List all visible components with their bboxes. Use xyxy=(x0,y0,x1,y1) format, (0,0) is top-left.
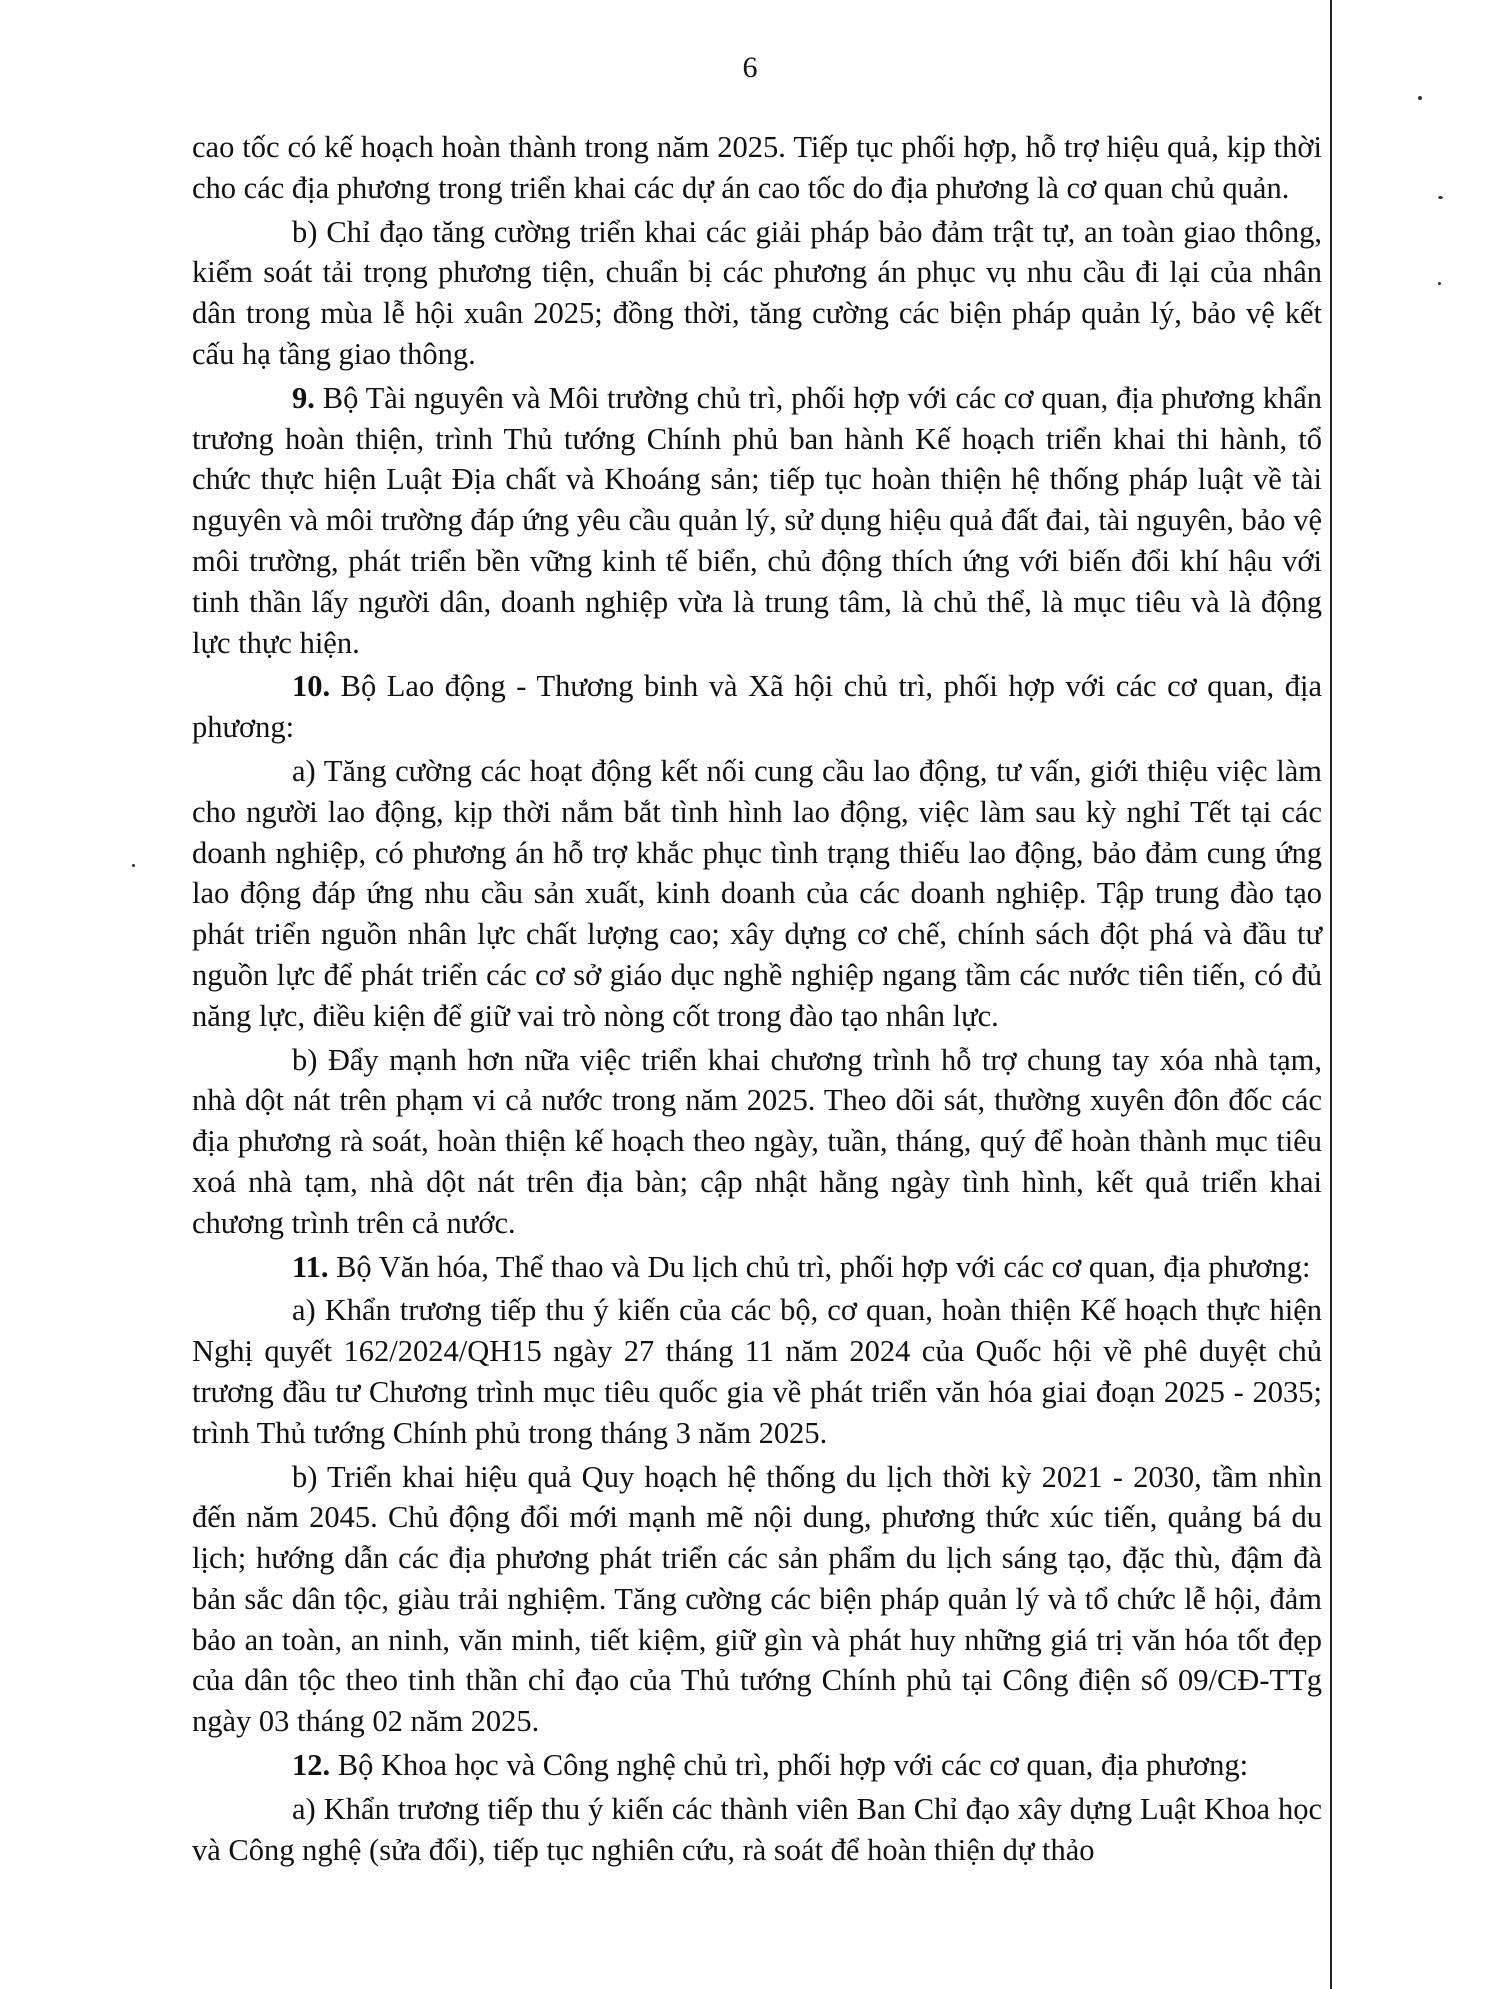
scan-speck xyxy=(1438,196,1443,199)
paragraph-text: b) Đẩy mạnh hơn nữa việc triển khai chương trình hỗ trợ chung tay xóa nhà tạm, nhà dột nát trên phạm vi cả nước trong năm 2025. Theo dõi sát, thường xuyên đôn đốc các địa phương rà soát, hoàn thiện kế hoạch theo ngày, tuần, tháng, quý để hoàn thành mục tiêu xoá nhà tạm, nhà dột nát trên địa bàn; cập nhật hằng ngày tình hình, kết quả triển khai chương trình trên cả nước. xyxy=(192,1042,1322,1240)
paragraph xyxy=(192,1745,1322,1786)
paragraph xyxy=(192,1457,1322,1743)
paragraph-text: cao tốc có kế hoạch hoàn thành trong năm 2025. Tiếp tục phối hợp, hỗ trợ hiệu quả, kịp thời cho các địa phương trong triển khai các dự án cao tốc do địa phương là cơ quan chủ quản. xyxy=(192,130,1322,205)
paragraph-text: b) Triển khai hiệu quả Quy hoạch hệ thống du lịch thời kỳ 2021 - 2030, tầm nhìn đến năm 2045. Chủ động đổi mới mạnh mẽ nội dung, phương thức xúc tiến, quảng bá du lịch; hướng dẫn các địa phương phát triển các sản phẩm du lịch sáng tạo, đặc thù, đậm đà bản sắc dân tộc, giàu trải nghiệm. Tăng cường các biện pháp quản lý và tổ chức lễ hội, đảm bảo an toàn, an ninh, văn minh, tiết kiệm, giữ gìn và phát huy những giá trị văn hóa tốt đẹp của dân tộc theo tinh thần chỉ đạo của Thủ tướng Chính phủ tại Công điện số 09/CĐ-TTg ngày 03 tháng 02 năm 2025. xyxy=(192,1459,1322,1739)
paragraph-text: a) Tăng cường các hoạt động kết nối cung cầu lao động, tư vấn, giới thiệu việc làm cho người lao động, kịp thời nắm bắt tình hình lao động, việc làm sau kỳ nghỉ Tết tại các doanh nghiệp, có phương án hỗ trợ khắc phục tình trạng thiếu lao động, bảo đảm cung ứng lao động đáp ứng nhu cầu sản xuất, kinh doanh của các doanh nghiệp. Tập trung đào tạo phát triển nguồn nhân lực chất lượng cao; xây dựng cơ chế, chính sách đột phá và đầu tư nguồn lực để phát triển các cơ sở giáo dục nghề nghiệp ngang tầm các nước tiên tiến, có đủ năng lực, điều kiện để giữ vai trò nòng cốt trong đào tạo nhân lực. xyxy=(192,753,1322,1033)
paragraph-text: a) Khẩn trương tiếp thu ý kiến các thành viên Ban Chỉ đạo xây dựng Luật Khoa học và Công nghệ (sửa đổi), tiếp tục nghiên cứu, rà soát để hoàn thiện dự thảo xyxy=(192,1791,1322,1867)
paragraph xyxy=(192,1040,1322,1244)
scan-speck xyxy=(1418,96,1422,100)
section-number: 11. xyxy=(292,1249,329,1284)
paragraph xyxy=(192,212,1322,375)
paragraph-text: Bộ Khoa học và Công nghệ chủ trì, phối hợp với các cơ quan, địa phương: xyxy=(330,1748,1249,1783)
paragraph xyxy=(192,127,1322,209)
scan-speck xyxy=(1438,282,1441,285)
scan-margin-line xyxy=(1330,0,1332,1989)
section-number: 9. xyxy=(292,380,315,415)
section-number: 12. xyxy=(292,1748,331,1783)
paragraph xyxy=(192,378,1322,664)
paragraph-text: Bộ Tài nguyên và Môi trường chủ trì, phối hợp với các cơ quan, địa phương khẩn trương hoàn thiện, trình Thủ tướng Chính phủ ban hành Kế hoạch triển khai thi hành, tổ chức thực hiện Luật Địa chất và Khoáng sản; tiếp tục hoàn thiện hệ thống pháp luật về tài nguyên và môi trường đáp ứng yêu cầu quản lý, sử dụng hiệu quả đất đai, tài nguyên, bảo vệ môi trường, phát triển bền vững kinh tế biển, chủ động thích ứng với biến đổi khí hậu với tinh thần lấy người dân, doanh nghiệp vừa là trung tâm, là chủ thể, là mục tiêu và là động lực thực hiện. xyxy=(192,380,1322,660)
paragraph-text: b) Chỉ đạo tăng cường triển khai các giải pháp bảo đảm trật tự, an toàn giao thông, kiểm soát tải trọng phương tiện, chuẩn bị các phương án phục vụ nhu cầu đi lại của nhân dân trong mùa lễ hội xuân 2025; đồng thời, tăng cường các biện pháp quản lý, bảo vệ kết cấu hạ tầng giao thông. xyxy=(192,214,1322,371)
paragraph-text: Bộ Lao động - Thương binh và Xã hội chủ trì, phối hợp với các cơ quan, địa phương: xyxy=(192,669,1322,745)
paragraph-text: Bộ Văn hóa, Thể thao và Du lịch chủ trì, phối hợp với các cơ quan, địa phương: xyxy=(328,1249,1311,1284)
paragraph xyxy=(192,1247,1322,1288)
page-number: 6 xyxy=(742,51,758,84)
scan-speck xyxy=(132,864,135,867)
paragraph xyxy=(192,1290,1322,1453)
document-body xyxy=(192,127,1322,1873)
paragraph xyxy=(192,666,1322,748)
paragraph xyxy=(192,1789,1322,1871)
section-number: 10. xyxy=(292,669,331,704)
paragraph xyxy=(192,751,1322,1037)
paragraph-text: a) Khẩn trương tiếp thu ý kiến của các bộ, cơ quan, hoàn thiện Kế hoạch thực hiện Nghị quyết 162/2024/QH15 ngày 27 tháng 11 năm 2024 của Quốc hội về phê duyệt chủ trương đầu tư Chương trình mục tiêu quốc gia về phát triển văn hóa giai đoạn 2025 - 2035; trình Thủ tướng Chính phủ trong tháng 3 năm 2025. xyxy=(192,1293,1322,1450)
